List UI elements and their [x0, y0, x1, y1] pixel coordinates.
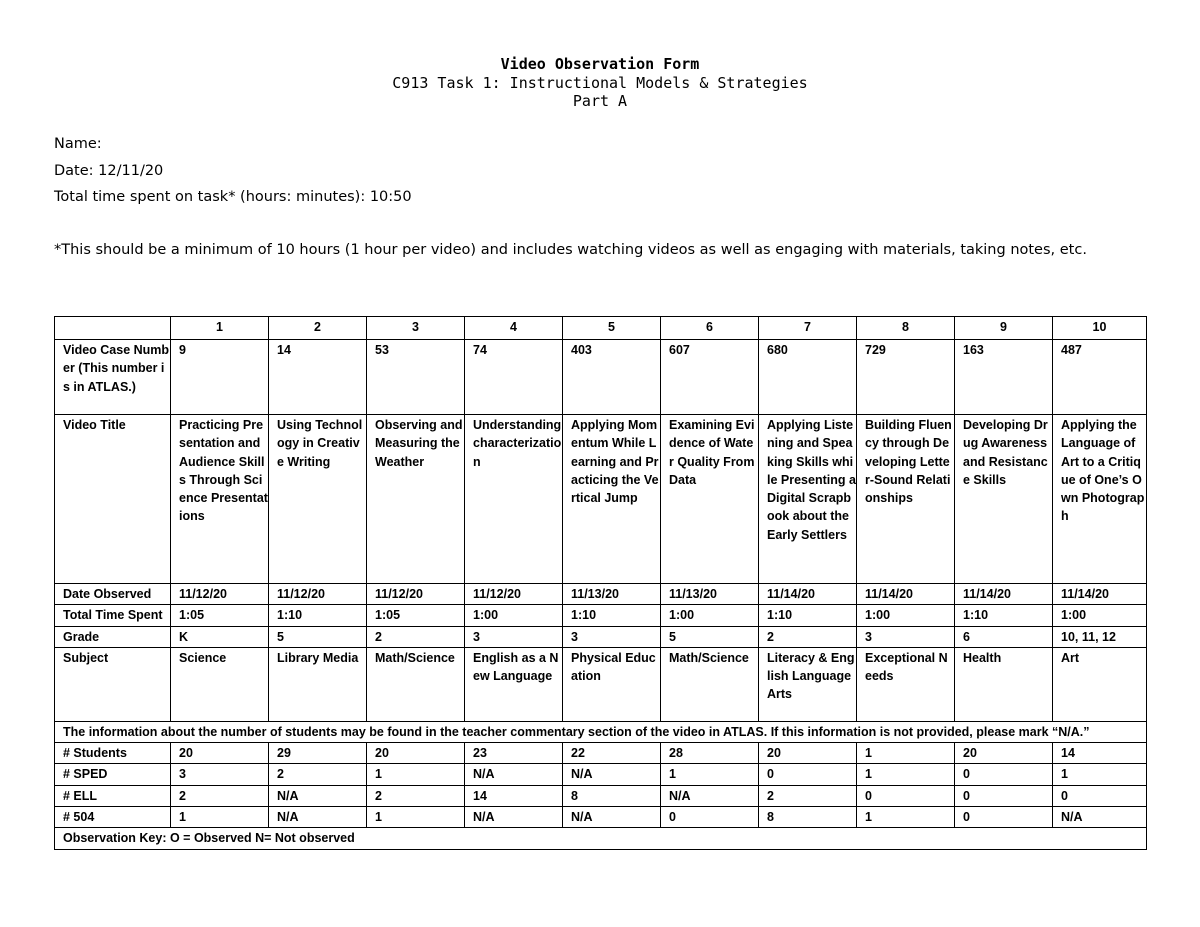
- form-part: Part A: [572, 92, 628, 110]
- table-cell: Literacy & English Language Arts: [759, 647, 857, 721]
- table-row: [55, 340, 1147, 415]
- table-cell: 11/14/20: [857, 584, 955, 605]
- table-cell: 28: [661, 743, 759, 764]
- table-cell: 1: [661, 764, 759, 785]
- table-cell: Practicing Presentation and Audience Skills Through Science Presentations: [171, 415, 269, 584]
- table-cell: 1:00: [1053, 605, 1147, 626]
- table-cell: Applying Listening and Speaking Skills while Presenting a Digital Scrapbook about the Early Settlers: [759, 415, 857, 584]
- table-cell: 11/12/20: [269, 584, 367, 605]
- table-cell: 1:00: [661, 605, 759, 626]
- table-cell: N/A: [269, 807, 367, 828]
- row-label: # 504: [55, 807, 171, 828]
- form-title: Video Observation Form: [500, 55, 700, 73]
- table-cell: 1:00: [857, 605, 955, 626]
- table-row: [55, 647, 1147, 721]
- table-cell: 20: [759, 743, 857, 764]
- table-cell: 0: [955, 764, 1053, 785]
- table-cell: 11/13/20: [661, 584, 759, 605]
- table-cell: 11/14/20: [1053, 584, 1147, 605]
- row-label: Video Title: [55, 415, 171, 584]
- table-row: [55, 415, 1147, 584]
- row-label: Video Case Number (This number is in ATLAS.): [55, 340, 171, 415]
- table-cell: 0: [955, 807, 1053, 828]
- table-cell: 680: [759, 340, 857, 415]
- table-cell: 2: [171, 785, 269, 806]
- table-cell: 11/14/20: [955, 584, 1053, 605]
- table-cell: 403: [563, 340, 661, 415]
- table-cell: N/A: [563, 764, 661, 785]
- table-cell: 5: [269, 626, 367, 647]
- date-field: Date: 12/11/20: [54, 163, 164, 179]
- table-cell: Using Technology in Creative Writing: [269, 415, 367, 584]
- table-cell: 1:00: [465, 605, 563, 626]
- column-header: 7: [759, 317, 857, 340]
- corner-cell: [55, 317, 171, 340]
- table-cell: 2: [367, 785, 465, 806]
- column-header: 10: [1053, 317, 1147, 340]
- table-cell: 29: [269, 743, 367, 764]
- form-subtitle: C913 Task 1: Instructional Models & Strategies: [392, 73, 808, 92]
- table-cell: 729: [857, 340, 955, 415]
- table-cell: 2: [759, 785, 857, 806]
- table-row: [55, 743, 1147, 764]
- table-cell: 1:10: [759, 605, 857, 626]
- table-cell: Understanding characterization: [465, 415, 563, 584]
- table-cell: N/A: [661, 785, 759, 806]
- column-header: 8: [857, 317, 955, 340]
- column-header-row: [55, 317, 1147, 340]
- table-cell: 23: [465, 743, 563, 764]
- table-cell: Examining Evidence of Water Quality From Data: [661, 415, 759, 584]
- table-cell: 22: [563, 743, 661, 764]
- column-header: 9: [955, 317, 1053, 340]
- table-cell: Math/Science: [661, 647, 759, 721]
- total-time-field: Total time spent on task* (hours: minutes): 10:50: [54, 189, 412, 205]
- table-row: [55, 785, 1147, 806]
- table-cell: N/A: [465, 807, 563, 828]
- column-header: 3: [367, 317, 465, 340]
- table-cell: 3: [563, 626, 661, 647]
- table-cell: 0: [955, 785, 1053, 806]
- table-cell: Physical Education: [563, 647, 661, 721]
- observation-key: Observation Key: O = Observed N= Not observed: [55, 828, 1147, 849]
- table-cell: 163: [955, 340, 1053, 415]
- row-label: # ELL: [55, 785, 171, 806]
- observation-table: [54, 316, 1147, 850]
- table-cell: Art: [1053, 647, 1147, 721]
- table-row: [55, 721, 1147, 742]
- table-cell: 2: [759, 626, 857, 647]
- table-cell: Health: [955, 647, 1053, 721]
- table-cell: 0: [1053, 785, 1147, 806]
- table-cell: Library Media: [269, 647, 367, 721]
- table-cell: 8: [563, 785, 661, 806]
- table-cell: 1: [857, 807, 955, 828]
- table-row: [55, 764, 1147, 785]
- table-cell: 0: [759, 764, 857, 785]
- table-cell: 11/12/20: [367, 584, 465, 605]
- row-label: # Students: [55, 743, 171, 764]
- table-cell: 53: [367, 340, 465, 415]
- table-cell: 1: [857, 764, 955, 785]
- table-cell: N/A: [465, 764, 563, 785]
- table-cell: 5: [661, 626, 759, 647]
- table-cell: 1:10: [269, 605, 367, 626]
- table-cell: 1: [857, 743, 955, 764]
- form-header: [0, 55, 1200, 111]
- table-cell: 1: [1053, 764, 1147, 785]
- name-field: Name:: [54, 136, 102, 152]
- table-cell: 11/12/20: [465, 584, 563, 605]
- table-cell: 487: [1053, 340, 1147, 415]
- table-cell: 14: [465, 785, 563, 806]
- table-cell: 1:10: [563, 605, 661, 626]
- table-cell: English as a New Language: [465, 647, 563, 721]
- table-cell: 2: [269, 764, 367, 785]
- table-cell: 1:05: [171, 605, 269, 626]
- table-cell: 11/13/20: [563, 584, 661, 605]
- table-cell: N/A: [1053, 807, 1147, 828]
- table-cell: 74: [465, 340, 563, 415]
- table-row: [55, 807, 1147, 828]
- column-header: 1: [171, 317, 269, 340]
- table-cell: 14: [1053, 743, 1147, 764]
- table-row: [55, 626, 1147, 647]
- row-label: Date Observed: [55, 584, 171, 605]
- table-cell: Observing and Measuring the Weather: [367, 415, 465, 584]
- row-label: Subject: [55, 647, 171, 721]
- row-label: # SPED: [55, 764, 171, 785]
- table-cell: 0: [857, 785, 955, 806]
- table-cell: 3: [857, 626, 955, 647]
- table-cell: 1: [367, 764, 465, 785]
- table-cell: Developing Drug Awareness and Resistance Skills: [955, 415, 1053, 584]
- column-header: 6: [661, 317, 759, 340]
- row-label: Total Time Spent: [55, 605, 171, 626]
- table-cell: Science: [171, 647, 269, 721]
- table-cell: 11/12/20: [171, 584, 269, 605]
- table-cell: 20: [955, 743, 1053, 764]
- table-cell: 1: [171, 807, 269, 828]
- table-cell: 3: [465, 626, 563, 647]
- table-cell: 10, 11, 12: [1053, 626, 1147, 647]
- table-cell: 8: [759, 807, 857, 828]
- table-cell: 14: [269, 340, 367, 415]
- column-header: 2: [269, 317, 367, 340]
- table-cell: 3: [171, 764, 269, 785]
- table-row: [55, 584, 1147, 605]
- table-cell: 1:10: [955, 605, 1053, 626]
- table-cell: 20: [367, 743, 465, 764]
- table-cell: Building Fluency through Developing Letter-Sound Relationships: [857, 415, 955, 584]
- column-header: 5: [563, 317, 661, 340]
- table-cell: 20: [171, 743, 269, 764]
- table-row: [55, 605, 1147, 626]
- table-cell: 11/14/20: [759, 584, 857, 605]
- table-cell: 1: [367, 807, 465, 828]
- table-cell: 607: [661, 340, 759, 415]
- table-cell: 6: [955, 626, 1053, 647]
- column-header: 4: [465, 317, 563, 340]
- table-cell: 0: [661, 807, 759, 828]
- table-cell: 1:05: [367, 605, 465, 626]
- table-cell: 9: [171, 340, 269, 415]
- table-cell: N/A: [269, 785, 367, 806]
- table-cell: K: [171, 626, 269, 647]
- table-cell: Applying Momentum While Learning and Practicing the Vertical Jump: [563, 415, 661, 584]
- table-cell: Exceptional Needs: [857, 647, 955, 721]
- table-cell: N/A: [563, 807, 661, 828]
- table-cell: Math/Science: [367, 647, 465, 721]
- time-note: *This should be a minimum of 10 hours (1 hour per video) and includes watching videos as well as engaging with materials, taking notes, etc.: [54, 242, 1087, 258]
- table-cell: Applying the Language of Art to a Critique of One’s Own Photograph: [1053, 415, 1147, 584]
- table-row: [55, 828, 1147, 849]
- table-cell: 2: [367, 626, 465, 647]
- student-info-note: The information about the number of students may be found in the teacher commentary section of the video in ATLAS. If this information is not provided, please mark “N/A.”: [55, 721, 1147, 742]
- row-label: Grade: [55, 626, 171, 647]
